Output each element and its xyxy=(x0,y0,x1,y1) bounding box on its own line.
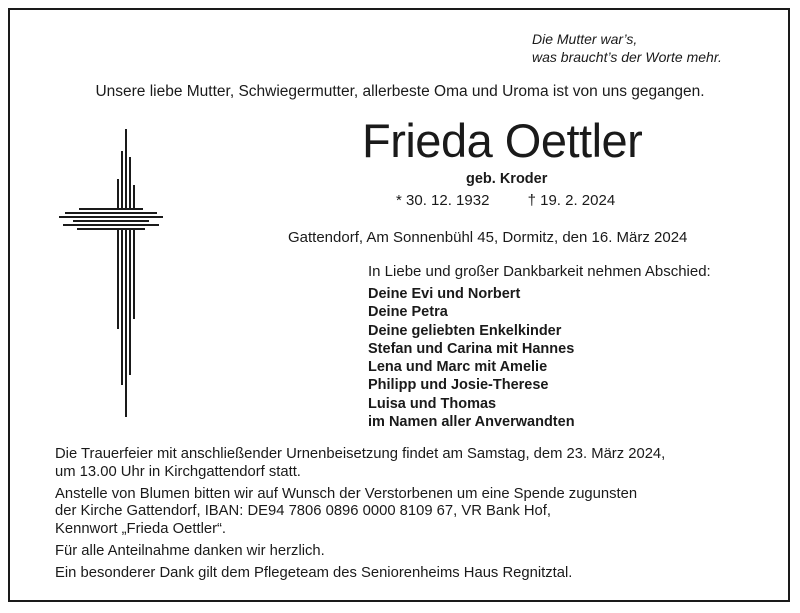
donation-line-2: der Kirche Gattendorf, IBAN: DE94 7806 0896 0000 8109 67, VR Bank Hof, xyxy=(55,503,552,520)
farewell-intro: In Liebe und großer Dankbarkeit nehmen Abschied: xyxy=(368,263,711,280)
mourner-line: Stefan und Carina mit Hannes xyxy=(368,340,575,357)
donation-line-1: Anstelle von Blumen bitten wir auf Wunsch der Verstorbenen um eine Spende zugunsten xyxy=(55,485,638,502)
motto-line-1: Die Mutter war’s, xyxy=(532,31,638,47)
funeral-details xyxy=(55,446,755,482)
birth-date: * 30. 12. 1932 xyxy=(396,192,490,209)
mourner-line: Lena und Marc mit Amelie xyxy=(368,359,548,376)
mourner-line: Deine Evi und Norbert xyxy=(368,286,521,302)
mourner-line: Philipp und Josie-Therese xyxy=(368,377,549,394)
life-dates xyxy=(396,192,615,209)
funeral-line-2: um 13.00 Uhr in Kirchgattendorf statt. xyxy=(55,463,301,480)
donation-line-3: Kennwort „Frieda Oettler“. xyxy=(55,521,227,538)
funeral-notice xyxy=(55,446,755,583)
donation-details xyxy=(55,486,755,539)
maiden-name: geb. Kroder xyxy=(466,171,548,187)
mourner-line: Luisa und Thomas xyxy=(368,395,497,412)
mourners-list xyxy=(368,285,575,431)
funeral-line-1: Die Trauerfeier mit anschließender Urnenbeisetzung findet am Samstag, dem 23. März 2024, xyxy=(55,446,666,462)
intro-text: Unsere liebe Mutter, Schwiegermutter, allerbeste Oma und Uroma ist von uns gegangen. xyxy=(95,83,705,100)
mourner-line: Deine Petra xyxy=(368,304,448,321)
thanks-general: Für alle Anteilnahme danken wir herzlich. xyxy=(55,542,325,559)
mourner-line: Deine geliebten Enkelkinder xyxy=(368,322,562,339)
motto xyxy=(532,30,722,66)
thanks-care: Ein besonderer Dank gilt dem Pflegeteam des Seniorenheims Haus Regnitztal. xyxy=(55,564,573,581)
death-date: † 19. 2. 2024 xyxy=(527,192,616,209)
cross-icon xyxy=(59,129,163,421)
motto-line-2: was braucht’s der Worte mehr. xyxy=(532,49,722,65)
place-and-date: Gattendorf, Am Sonnenbühl 45, Dormitz, den 16. März 2024 xyxy=(288,229,688,246)
deceased-name: Frieda Oettler xyxy=(362,114,643,167)
mourner-line: im Namen aller Anverwandten xyxy=(368,414,575,431)
